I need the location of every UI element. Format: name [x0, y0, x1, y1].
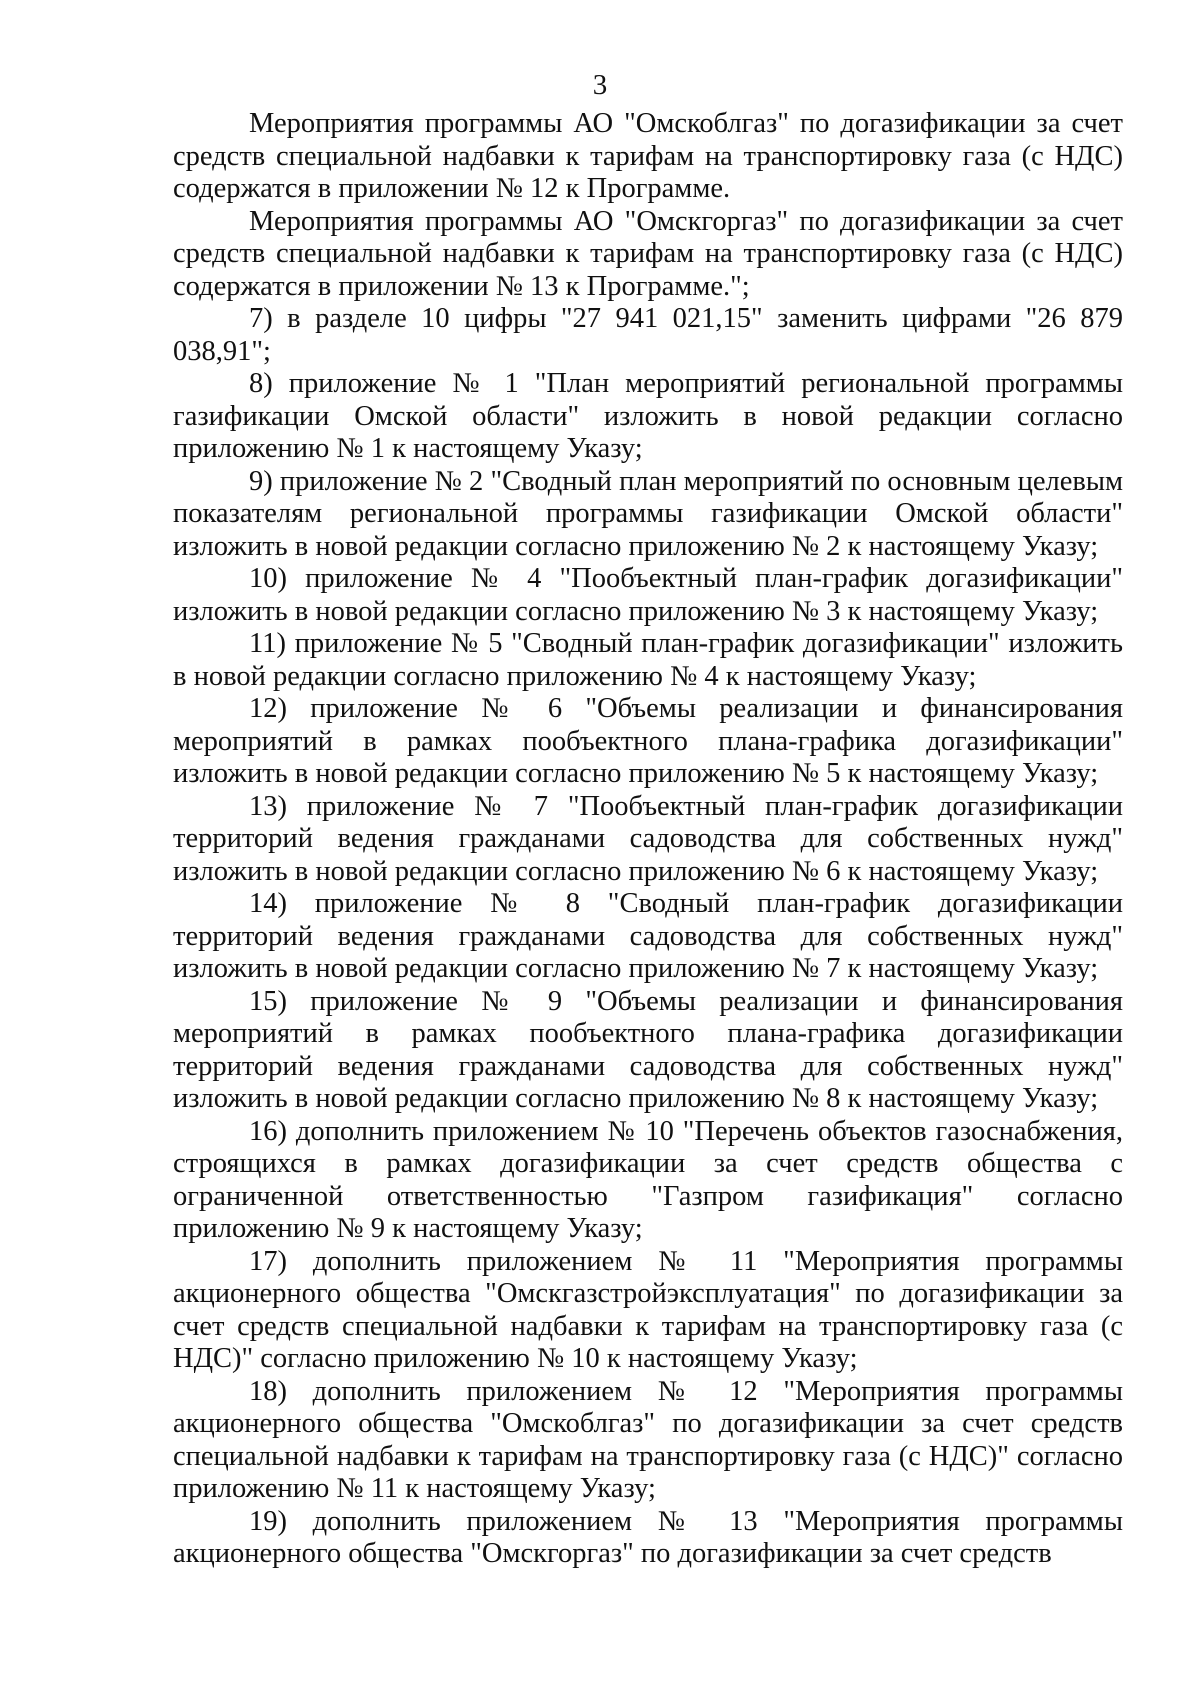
- paragraph: 16) дополнить приложением № 10 "Перечень объектов газоснабжения, строящихся в рамках догазификации за счет средств общества с ограниченной ответственностью "Газпром газификация" согласно приложению № 9 к настоящему Указу;: [173, 1115, 1123, 1244]
- paragraph: 7) в разделе 10 цифры "27 941 021,15" заменить цифрами "26 879 038,91";: [173, 303, 1123, 367]
- paragraph: 17) дополнить приложением № 11 "Мероприятия программы акционерного общества "Омскгазстройэксплуатация" по догазификации за счет средств специальной надбавки к тарифам на транспортировку газа (с НДС)" согласно приложению № 10 к настоящему Указу;: [173, 1245, 1123, 1374]
- paragraph: 18) дополнить приложением № 12 "Мероприятия программы акционерного общества "Омскоблгаз" по догазификации за счет средств специальной надбавки к тарифам на транспортировку газа (с НДС)" согласно приложению № 11 к настоящему Указу;: [173, 1375, 1123, 1504]
- paragraph: 11) приложение № 5 "Сводный план-график догазификации" изложить в новой редакции согласно приложению № 4 к настоящему Указу;: [173, 628, 1123, 692]
- paragraph: Мероприятия программы АО "Омскоблгаз" по догазификации за счет средств специальной надбавки к тарифам на транспортировку газа (с НДС) содержатся в приложении № 12 к Программе.: [173, 108, 1123, 204]
- document-body: [173, 108, 1123, 1571]
- paragraph: Мероприятия программы АО "Омскгоргаз" по догазификации за счет средств специальной надбавки к тарифам на транспортировку газа (с НДС) содержатся в приложении № 13 к Программе.";: [173, 205, 1123, 302]
- paragraph: 12) приложение № 6 "Объемы реализации и финансирования мероприятий в рамках пообъектного плана-графика догазификации" изложить в новой редакции согласно приложению № 5 к настоящему Указу;: [173, 693, 1123, 789]
- paragraph: 9) приложение № 2 "Сводный план мероприятий по основным целевым показателям региональной программы газификации Омской области" изложить в новой редакции согласно приложению № 2 к настоящему Указу;: [173, 465, 1123, 562]
- paragraph: 10) приложение № 4 "Пообъектный план-график догазификации" изложить в новой редакции согласно приложению № 3 к настоящему Указу;: [173, 563, 1123, 627]
- paragraph: 13) приложение № 7 "Пообъектный план-график догазификации территорий ведения гражданами садоводства для собственных нужд" изложить в новой редакции согласно приложению № 6 к настоящему Указу;: [173, 790, 1123, 887]
- page-number: 3: [592, 69, 608, 101]
- paragraph: 19) дополнить приложением № 13 "Мероприятия программы акционерного общества "Омскгоргаз" по догазификации за счет средств: [173, 1505, 1123, 1569]
- paragraph: 15) приложение № 9 "Объемы реализации и финансирования мероприятий в рамках пообъектного плана-графика догазификации территорий ведения гражданами садоводства для собственных нужд" изложить в новой редакции согласно приложению № 8 к настоящему Указу;: [173, 985, 1123, 1114]
- paragraph: 8) приложение № 1 "План мероприятий региональной программы газификации Омской области" изложить в новой редакции согласно приложению № 1 к настоящему Указу;: [173, 368, 1123, 464]
- paragraph: 14) приложение № 8 "Сводный план-график догазификации территорий ведения гражданами садоводства для собственных нужд" изложить в новой редакции согласно приложению № 7 к настоящему Указу;: [173, 888, 1123, 984]
